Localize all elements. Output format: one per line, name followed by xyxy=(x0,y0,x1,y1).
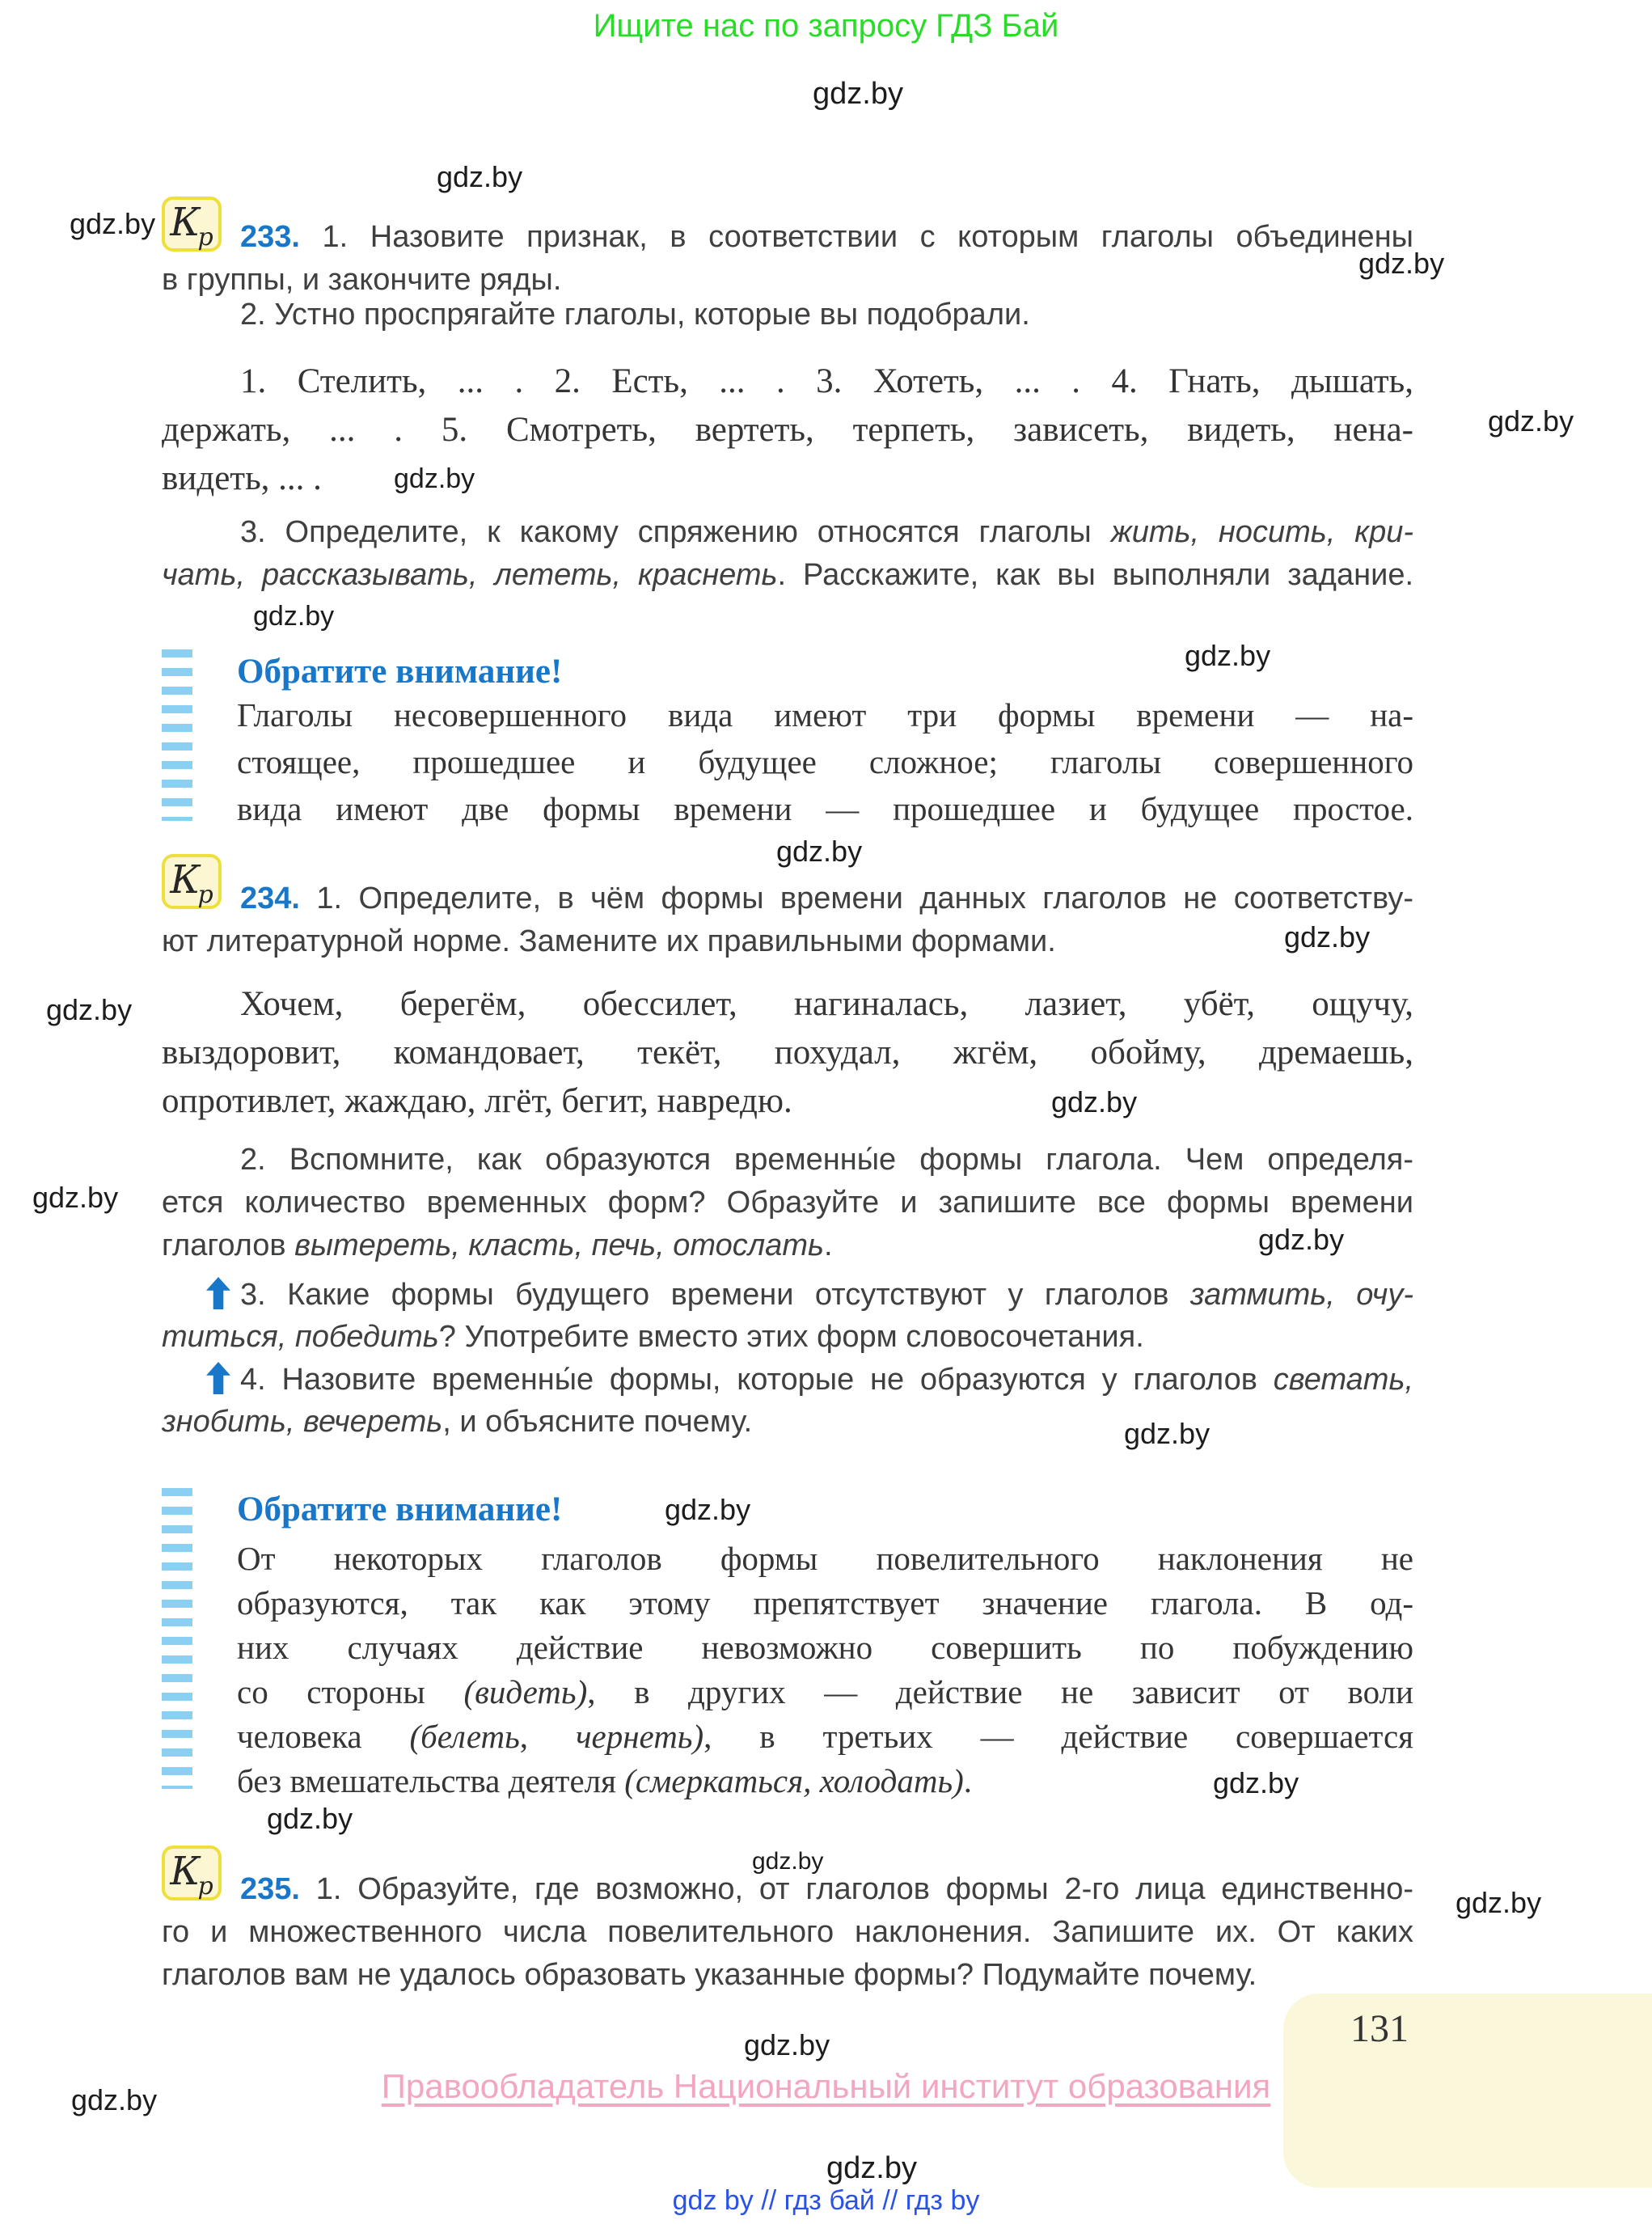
text-block xyxy=(237,1539,1413,1806)
text-segment: 3. Какие формы будущего времени отсутствуют у глаголов xyxy=(240,1278,1190,1312)
text-block xyxy=(162,1362,1413,1448)
text-segment: без вмешательства деятеля xyxy=(237,1762,625,1799)
note-box-dashes xyxy=(162,649,192,821)
text-segment: 3. Определите, к какому спряжению относятся глаголы xyxy=(240,515,1111,549)
text-block xyxy=(162,1872,1413,2001)
text-segment: . Расскажите, как вы выполняли задание. xyxy=(777,558,1414,592)
gdz-watermark: gdz.by xyxy=(1185,639,1271,672)
text-segment: Глаголы несовершенного вида имеют три формы времени — на- xyxy=(237,696,1413,734)
text-line xyxy=(162,1033,1413,1081)
text-segment: опротивлет, жаждаю, лгёт, бегит, навредю. xyxy=(162,1082,792,1120)
text-segment: ется количество временных форм? Образуйте и запишите все формы времени xyxy=(162,1186,1413,1220)
text-segment: 1. Образуйте, где возможно, от глаголов формы 2-го лица единственно- xyxy=(299,1872,1413,1906)
gdz-watermark: gdz.by xyxy=(71,2083,158,2116)
kp-icon-letter: К xyxy=(170,857,201,903)
gdz-watermark: gdz.by xyxy=(46,993,133,1026)
text-segment: стоящее, прошедшее и будущее сложное; глаголы совершенного xyxy=(237,743,1413,780)
italic-text: чать, рассказывать, лететь, краснеть xyxy=(162,558,778,592)
text-line xyxy=(162,1081,1413,1130)
text-line xyxy=(162,298,1413,340)
text-segment: ? Употребите вместо этих форм словосочетания. xyxy=(438,1320,1144,1354)
italic-text: титься, победить xyxy=(162,1320,439,1354)
text-segment: , xyxy=(519,1718,576,1755)
text-line xyxy=(162,984,1413,1033)
text-segment: , в других — действие не зависит от воли xyxy=(587,1673,1413,1710)
italic-text: светать, xyxy=(1273,1363,1413,1397)
italic-text: (видеть) xyxy=(463,1673,588,1710)
text-segment: От некоторых глаголов формы повелительного наклонения не xyxy=(237,1540,1413,1577)
text-segment: Хочем, берегём, обессилет, нагиналась, лазиет, убёт, ощучу, xyxy=(240,985,1413,1023)
text-segment: в группы, и закончите ряды. xyxy=(162,263,562,297)
gdz-watermark: gdz.by xyxy=(1213,1766,1299,1799)
kp-icon-subletter: р xyxy=(197,1872,213,1901)
page-number: 131 xyxy=(1350,2007,1409,2050)
text-line xyxy=(237,1717,1413,1761)
text-line xyxy=(162,1872,1413,1915)
text-line xyxy=(162,1277,1413,1320)
text-segment: глаголов xyxy=(162,1228,295,1262)
exercise-number: 235. xyxy=(240,1872,300,1906)
exercise-number: 233. xyxy=(240,220,300,254)
text-line xyxy=(162,1228,1413,1271)
text-block xyxy=(237,1490,1413,1534)
text-line xyxy=(162,515,1413,558)
text-segment: , и объясните почему. xyxy=(442,1405,753,1439)
text-segment: Обратите внимание! xyxy=(237,1490,563,1528)
text-block xyxy=(162,882,1413,967)
text-line xyxy=(237,1628,1413,1672)
italic-text: (белеть xyxy=(409,1718,520,1755)
gdz-watermark: gdz.by xyxy=(1358,247,1445,280)
gdz-watermark: gdz.by xyxy=(267,1802,353,1835)
italic-text: чернеть) xyxy=(575,1718,704,1755)
text-segment: 1. Стелить, ... . 2. Есть, ... . 3. Хотеть, ... . 4. Гнать, дышать, xyxy=(240,362,1413,400)
text-segment: . xyxy=(823,1228,833,1262)
text-line xyxy=(162,410,1413,459)
text-line xyxy=(237,742,1413,789)
kp-icon-subletter: р xyxy=(197,881,213,909)
gdz-watermark: gdz.by xyxy=(1488,404,1574,438)
italic-text: знобить, вечереть xyxy=(162,1405,443,1439)
text-block xyxy=(237,652,1413,696)
text-line xyxy=(162,220,1413,263)
text-segment: 4. Назовите временны́е формы, которые не образуются у глаголов xyxy=(240,1363,1274,1397)
text-block xyxy=(162,984,1413,1130)
text-line xyxy=(162,362,1413,410)
text-line xyxy=(162,558,1413,601)
text-segment: образуются, так как этому препятствует значение глагола. В од- xyxy=(237,1584,1413,1621)
footer-links[interactable]: gdz by // гдз бай // гдз by xyxy=(672,2185,980,2216)
promo-banner: Ищите нас по запросу ГДЗ Бай xyxy=(593,8,1059,44)
text-line xyxy=(237,789,1413,836)
text-block xyxy=(237,696,1413,836)
page-number-box xyxy=(1283,1994,1652,2188)
text-line xyxy=(237,1490,1413,1534)
text-block xyxy=(162,220,1413,306)
text-segment: них случаях действие невозможно совершить по побуждению xyxy=(237,1629,1413,1666)
gdz-watermark: gdz.by xyxy=(1258,1223,1345,1256)
text-line xyxy=(237,1761,1413,1806)
exercise-number: 234. xyxy=(240,882,300,915)
gdz-watermark: gdz.by xyxy=(253,601,335,632)
text-block xyxy=(162,515,1413,601)
gdz-watermark: gdz.by xyxy=(776,835,863,868)
text-segment: Обратите внимание! xyxy=(237,653,563,691)
kp-icon-letter: К xyxy=(170,200,201,245)
text-segment: со стороны xyxy=(237,1673,464,1710)
text-segment: 1. Назовите признак, в соответствии с которым глаголы объединены xyxy=(299,220,1413,254)
gdz-watermark: gdz.by xyxy=(70,207,156,240)
text-line xyxy=(237,696,1413,742)
kp-icon-letter: К xyxy=(170,1849,201,1894)
italic-text: вытереть, класть, печь, отослать xyxy=(294,1228,824,1262)
up-arrow-icon xyxy=(206,1277,230,1309)
text-line xyxy=(162,1143,1413,1186)
text-line xyxy=(162,1958,1413,2001)
up-arrow-icon xyxy=(206,1362,230,1394)
text-line xyxy=(162,1915,1413,1958)
text-segment: ют литературной норме. Замените их правильными формами. xyxy=(162,924,1056,958)
text-segment: держать, ... . 5. Смотреть, вертеть, терпеть, зависеть, видеть, нена- xyxy=(162,411,1413,449)
text-line xyxy=(162,459,1413,507)
text-block xyxy=(162,362,1413,507)
text-block xyxy=(162,298,1413,340)
text-segment: выздоровит, командовает, текёт, похудал, жгём, обойму, дремаешь, xyxy=(162,1034,1413,1072)
copyright-link[interactable]: Правообладатель Национальный институт образования xyxy=(381,2067,1271,2105)
text-line xyxy=(162,1320,1413,1363)
text-segment: вида имеют две формы времени — прошедшее и будущее простое. xyxy=(237,790,1413,827)
text-line xyxy=(162,882,1413,924)
gdz-watermark: gdz.by xyxy=(752,1848,824,1875)
gdz-watermark: gdz.by xyxy=(665,1493,751,1526)
text-block xyxy=(162,1277,1413,1363)
gdz-watermark: gdz.by xyxy=(1456,1886,1542,1919)
text-segment: го и множественного числа повелительного наклонения. Запишите их. От каких xyxy=(162,1915,1413,1949)
text-line xyxy=(237,652,1413,696)
text-segment: . xyxy=(963,1762,973,1799)
gdz-watermark: gdz.by xyxy=(1124,1417,1210,1450)
text-line xyxy=(237,1672,1413,1717)
text-block xyxy=(162,1143,1413,1271)
gdz-watermark: gdz.by xyxy=(744,2028,830,2061)
italic-text: затмить, очу- xyxy=(1189,1278,1413,1312)
gdz-watermark: gdz.by xyxy=(1284,920,1371,953)
gdz-watermark: gdz.by xyxy=(826,2151,917,2185)
gdz-watermark: gdz.by xyxy=(437,160,523,193)
italic-text: жить, носить, кри- xyxy=(1110,515,1413,549)
text-segment: 2. Устно проспрягайте глаголы, которые вы подобрали. xyxy=(240,298,1030,332)
text-segment: 2. Вспомните, как образуются временны́е формы глагола. Чем определя- xyxy=(240,1143,1413,1177)
gdz-watermark: gdz.by xyxy=(32,1181,119,1214)
text-segment: 1. Определите, в чём формы времени данных глаголов не соответству- xyxy=(299,882,1413,915)
italic-text: (смеркаться, холодать) xyxy=(624,1762,964,1799)
text-segment: видеть, ... . xyxy=(162,459,322,497)
text-segment: глаголов вам не удалось образовать указанные формы? Подумайте почему. xyxy=(162,1958,1257,1992)
text-line xyxy=(162,1405,1413,1448)
text-segment: , в третьих — действие совершается xyxy=(703,1718,1413,1755)
text-line xyxy=(237,1539,1413,1583)
kp-icon-subletter: р xyxy=(197,223,213,252)
text-line xyxy=(162,924,1413,967)
text-line xyxy=(162,1362,1413,1405)
gdz-watermark: gdz.by xyxy=(394,463,475,494)
text-segment: человека xyxy=(237,1718,410,1755)
text-line xyxy=(162,1186,1413,1228)
gdz-watermark: gdz.by xyxy=(1051,1085,1138,1118)
note-box-dashes xyxy=(162,1488,192,1789)
text-line xyxy=(237,1583,1413,1628)
gdz-watermark: gdz.by xyxy=(813,77,903,111)
